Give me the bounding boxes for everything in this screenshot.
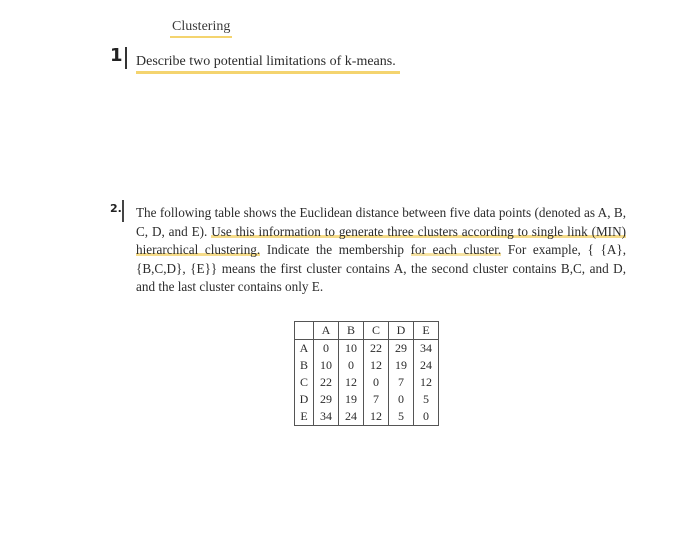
column-header: B xyxy=(339,322,364,340)
table-cell: 34 xyxy=(314,408,339,426)
table-cell: 12 xyxy=(339,374,364,391)
table-cell: 12 xyxy=(364,408,389,426)
distance-table xyxy=(294,321,439,426)
table-cell: 0 xyxy=(364,374,389,391)
table-cell: 7 xyxy=(389,374,414,391)
table-header-row xyxy=(295,322,439,340)
table-cell: 0 xyxy=(389,391,414,408)
question-2-middle: Indicate the membership xyxy=(260,242,411,258)
table-cell: 19 xyxy=(339,391,364,408)
table-row xyxy=(295,374,439,391)
table-row xyxy=(295,408,439,426)
row-label: C xyxy=(295,374,314,391)
table-row xyxy=(295,391,439,408)
row-label: E xyxy=(295,408,314,426)
table-cell: 34 xyxy=(414,340,439,358)
column-header: D xyxy=(389,322,414,340)
question-2-highlight-2: for each cluster. xyxy=(410,242,502,258)
question-1-number: 1 xyxy=(110,45,123,66)
table-cell: 0 xyxy=(314,340,339,358)
column-header: A xyxy=(314,322,339,340)
question-2-highlight: Use this information to generate three clusters according to single link (MIN) hierarchical clustering. xyxy=(136,223,626,258)
row-label: D xyxy=(295,391,314,408)
table-cell: 24 xyxy=(414,357,439,374)
table-cell: 24 xyxy=(339,408,364,426)
table-cell: 0 xyxy=(414,408,439,426)
question-2-outro: For example, { {A}, {B,C,D}, {E}} means the first cluster contains A, the second cluster contains B,C, and D, and the last cluster contains only E. xyxy=(136,242,626,295)
question-1-text: Describe two potential limitations of k-means. xyxy=(136,53,400,74)
table-cell: 29 xyxy=(389,340,414,358)
question-2-text xyxy=(136,204,626,297)
table-cell: 10 xyxy=(339,340,364,358)
table-cell: 19 xyxy=(389,357,414,374)
table-cell: 5 xyxy=(414,391,439,408)
column-header: C xyxy=(364,322,389,340)
row-label: A xyxy=(295,340,314,358)
table-row xyxy=(295,340,439,358)
question-2-number: 2. xyxy=(110,202,122,215)
table-corner-cell xyxy=(295,322,314,340)
table-cell: 12 xyxy=(414,374,439,391)
page-title: Clustering xyxy=(170,19,232,38)
table-cell: 22 xyxy=(314,374,339,391)
table-cell: 10 xyxy=(314,357,339,374)
table-cell: 22 xyxy=(364,340,389,358)
table-cell: 7 xyxy=(364,391,389,408)
question-2-intro: The following table shows the Euclidean distance between five data points (denoted as A, B, C, D, and E). xyxy=(136,205,626,239)
table-cell: 12 xyxy=(364,357,389,374)
row-label: B xyxy=(295,357,314,374)
table-row xyxy=(295,357,439,374)
table-cell: 5 xyxy=(389,408,414,426)
column-header: E xyxy=(414,322,439,340)
table-cell: 0 xyxy=(339,357,364,374)
table-cell: 29 xyxy=(314,391,339,408)
